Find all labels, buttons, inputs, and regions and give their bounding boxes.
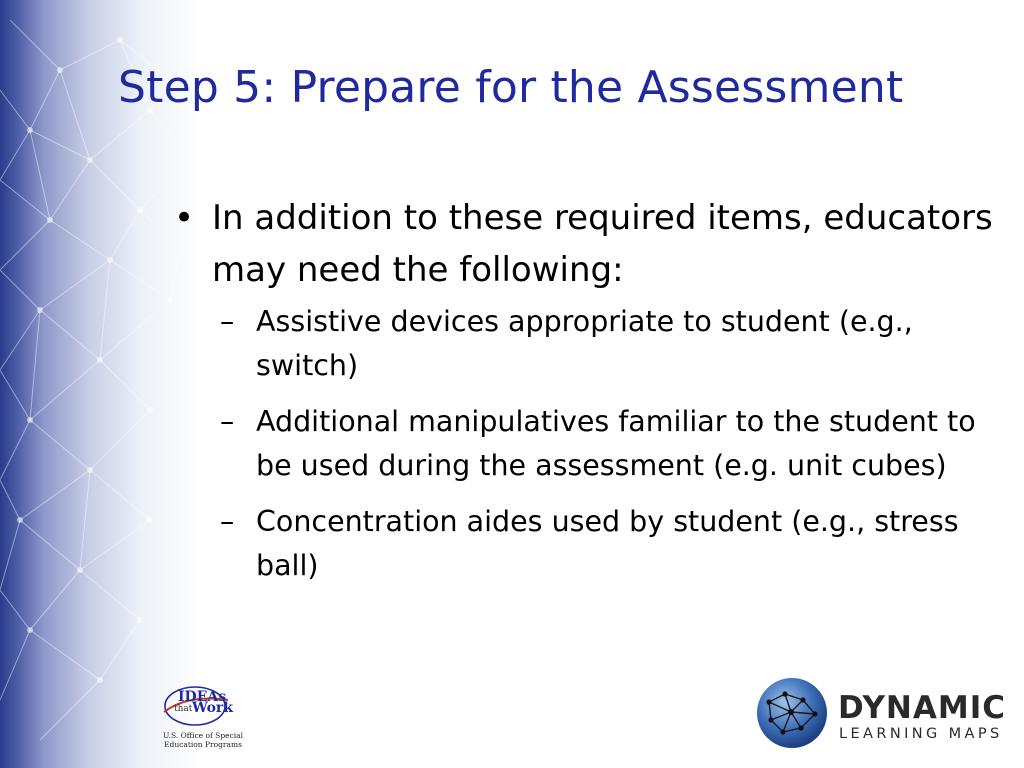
ideas-caption-line1: U.S. Office of Special (162, 731, 244, 740)
dynamic-learning-maps-logo (755, 676, 1005, 760)
dlm-name: DYNAMIC (838, 690, 1006, 726)
globe-network-icon (755, 676, 829, 750)
dash-marker: – (220, 305, 235, 338)
ideas-caption-line2: Education Programs (164, 740, 242, 749)
dlm-tagline: LEARNING MAPS (839, 726, 1003, 742)
slide-body (168, 192, 998, 600)
dash-marker: – (220, 505, 235, 538)
sub-bullet-manipulatives (220, 400, 998, 488)
main-bullet-text: In addition to these required items, educators may need the following: (212, 198, 993, 290)
ideas-word1: IDEAs (178, 689, 227, 705)
sub-bullet-text: Additional manipulatives familiar to the student to be used during the assessment (e.g. unit cubes) (256, 405, 976, 482)
sub-bullet-concentration-aides (220, 500, 998, 588)
sub-bullet-text: Concentration aides used by student (e.g., stress ball) (256, 505, 959, 582)
sub-bullet-list (220, 300, 998, 588)
sub-bullet-text: Assistive devices appropriate to student (e.g., switch) (256, 305, 913, 382)
sub-bullet-assistive-devices (220, 300, 998, 388)
slide-title: Step 5: Prepare for the Assessment (118, 62, 904, 113)
ideas-that-work-logo (152, 684, 242, 756)
bullet-marker: • (174, 198, 195, 238)
ideas-word2: that (174, 704, 193, 714)
ideas-word3: Work (192, 700, 233, 716)
ideas-caption (160, 731, 246, 749)
dash-marker: – (220, 405, 235, 438)
main-bullet (168, 192, 998, 296)
